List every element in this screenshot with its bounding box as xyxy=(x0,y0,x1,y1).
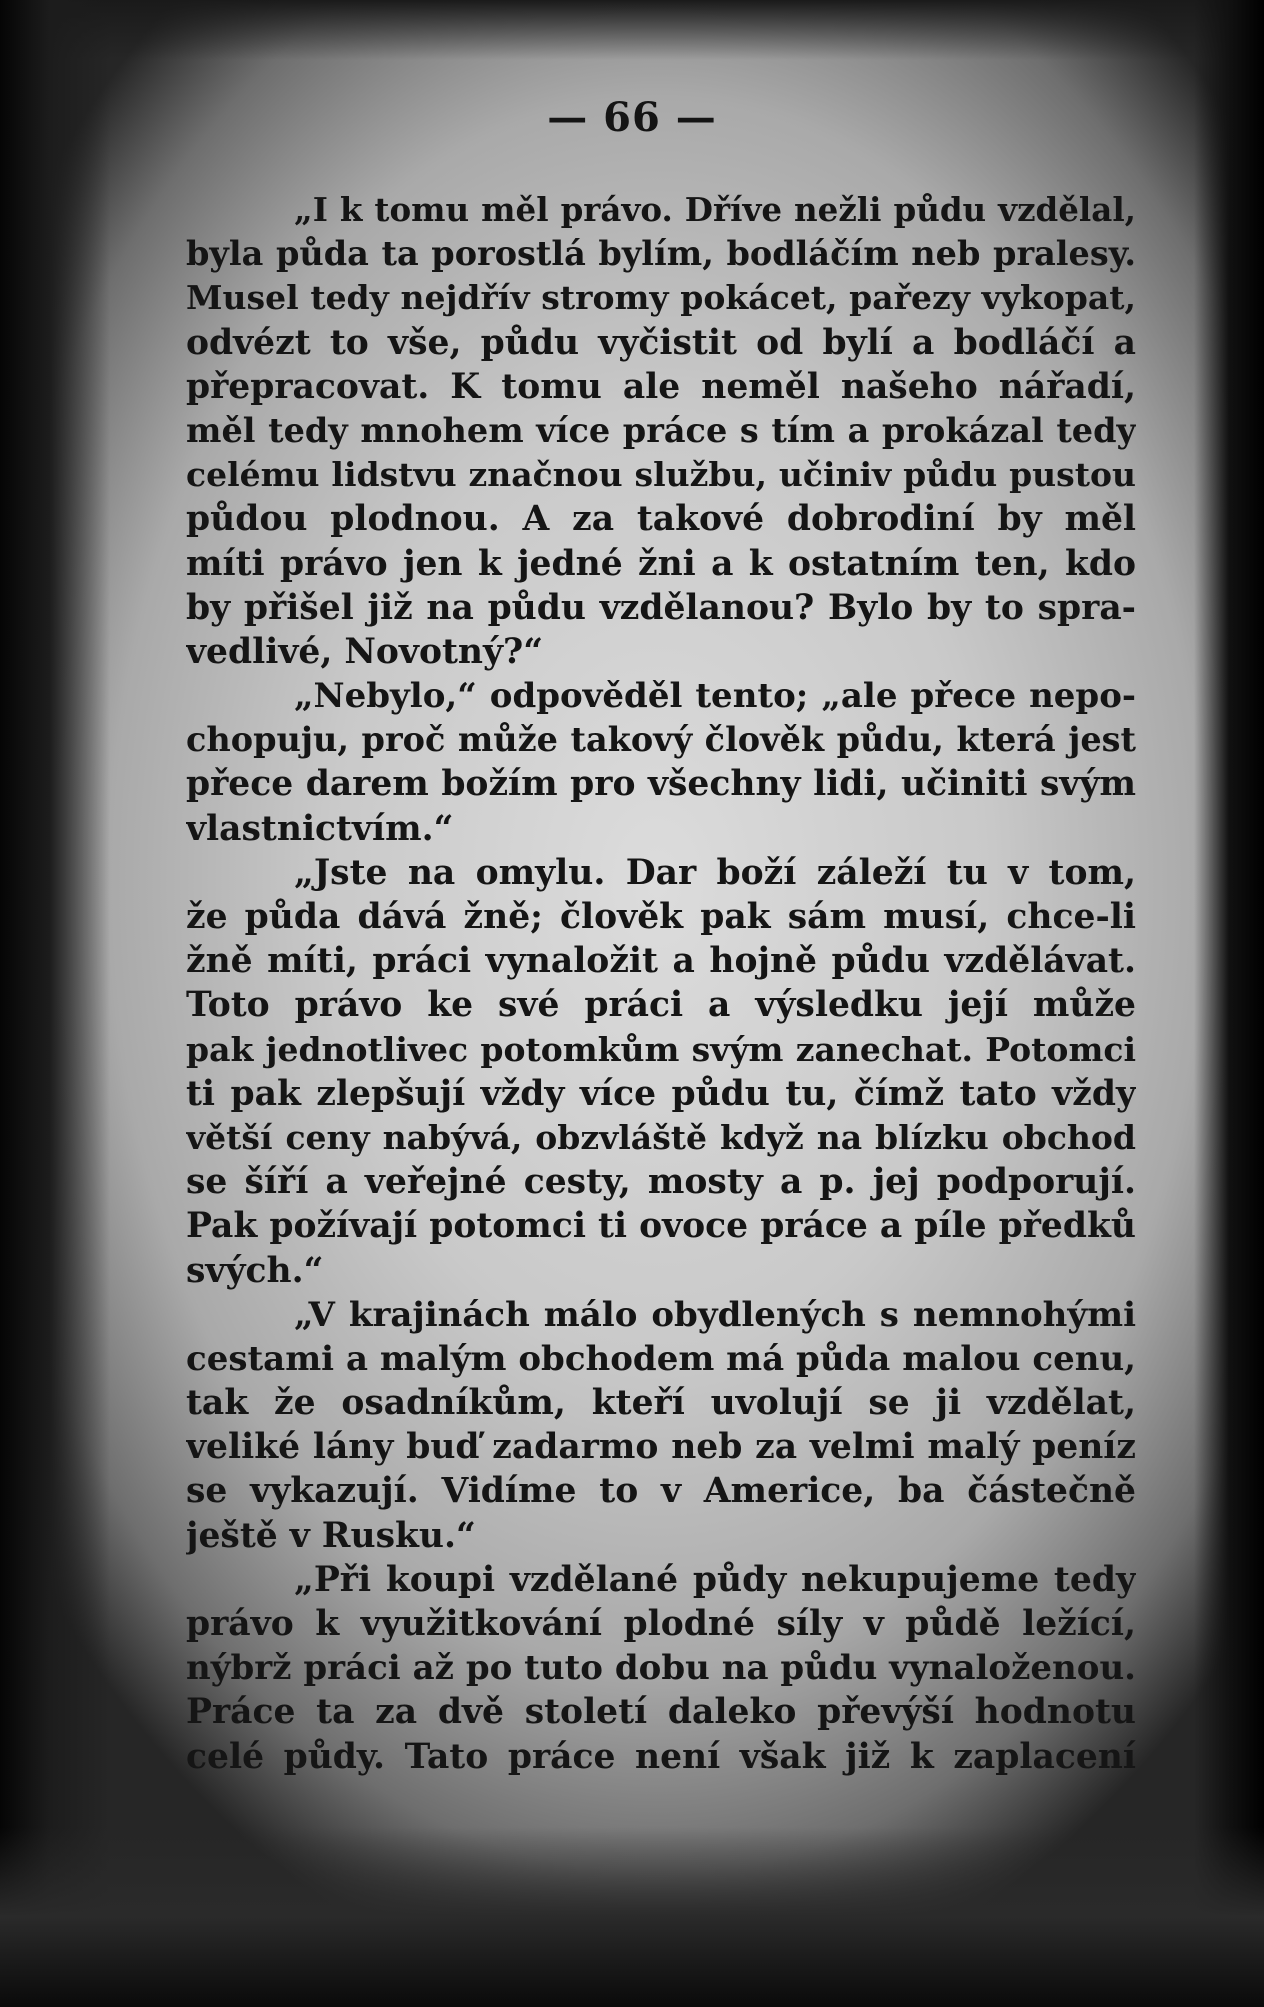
text-line: cestami a malým obchodem má půda malou cenu, xyxy=(186,1338,1136,1379)
text-line: přece darem božím pro všechny lidi, učiniti svým xyxy=(186,764,1136,805)
text-line: celému lidstvu značnou službu, učiniv půdu pustou xyxy=(186,455,1136,495)
text-line: Pak požívají potomci ti ovoce práce a píle předků xyxy=(186,1206,1136,1247)
text-line: celé půdy. Tato práce není však již k zaplacení xyxy=(186,1736,1136,1777)
text-line: přepracovat. K tomu ale neměl našeho nářadí, xyxy=(186,366,1136,407)
text-line: „I k tomu měl právo. Dříve nežli půdu vzdělal, xyxy=(294,190,1136,229)
text-line: nýbrž práci až po tuto dobu na půdu vynaloženou. xyxy=(186,1648,1136,1689)
page-shadow-bottom xyxy=(0,1827,1264,2007)
text-line: se šíří a veřejné cesty, mosty a p. jej podporují. xyxy=(186,1162,1136,1203)
text-line: odvézt to vše, půdu vyčistit od bylí a bodláčí a xyxy=(186,322,1136,363)
text-line: měl tedy mnohem více práce s tím a prokázal tedy xyxy=(186,410,1136,450)
text-line: „Jste na omylu. Dar boží záleží tu v tom, xyxy=(294,852,1136,893)
text-line: ještě v Rusku.“ xyxy=(186,1515,476,1556)
body-text xyxy=(186,188,1136,1779)
text-line: míti právo jen k jedné žni a k ostatním ten, kdo xyxy=(186,543,1136,584)
text-line: chopuju, proč může takový člověk půdu, která jest xyxy=(186,720,1136,760)
text-line: se vykazují. Vidíme to v Americe, ba částečně xyxy=(186,1471,1136,1512)
text-line: veliké lány buď zadarmo neb za velmi malý peníz xyxy=(186,1427,1136,1468)
text-line: tak že osadníkům, kteří uvolují se ji vzdělat, xyxy=(186,1383,1136,1424)
text-line: vedlivé, Novotný?“ xyxy=(186,631,544,672)
text-line: Musel tedy nejdřív stromy pokácet, pařezy vykopat, xyxy=(186,278,1136,318)
text-line: že půda dává žně; člověk pak sám musí, chce-li xyxy=(186,897,1136,937)
text-line: by přišel již na půdu vzdělanou? Bylo by to spra- xyxy=(186,587,1136,628)
text-line: vlastnictvím.“ xyxy=(186,808,454,849)
text-line: Práce ta za dvě století daleko převýší hodnotu xyxy=(186,1692,1136,1733)
text-line: byla půda ta porostlá bylím, bodláčím neb pralesy. xyxy=(186,234,1136,274)
text-line: ti pak zlepšují vždy více půdu tu, čímž tato vždy xyxy=(186,1073,1136,1114)
page-number: — 66 — xyxy=(547,94,717,141)
text-line: právo k využitkování plodné síly v půdě ležící, xyxy=(186,1604,1136,1644)
text-line: žně míti, práci vynaložit a hojně půdu vzdělávat. xyxy=(186,941,1136,982)
text-line: „Nebylo,“ odpověděl tento; „ale přece nepo- xyxy=(294,676,1136,717)
page-shadow-right xyxy=(1194,0,1264,2007)
page-shadow-top xyxy=(0,0,1264,60)
page-shadow-left xyxy=(0,0,110,2007)
text-line: „V krajinách málo obydlených s nemnohými xyxy=(294,1294,1136,1335)
text-line: Toto právo ke své práci a výsledku její může xyxy=(186,985,1136,1026)
text-line: větší ceny nabývá, obzvláště když na blízku obchod xyxy=(186,1117,1136,1157)
text-line: pak jednotlivec potomkům svým zanechat. Potomci xyxy=(186,1029,1136,1069)
text-line: půdou plodnou. A za takové dobrodiní by měl xyxy=(186,499,1136,540)
text-line: „Při koupi vzdělané půdy nekupujeme tedy xyxy=(294,1559,1136,1600)
text-line: svých.“ xyxy=(186,1250,324,1291)
